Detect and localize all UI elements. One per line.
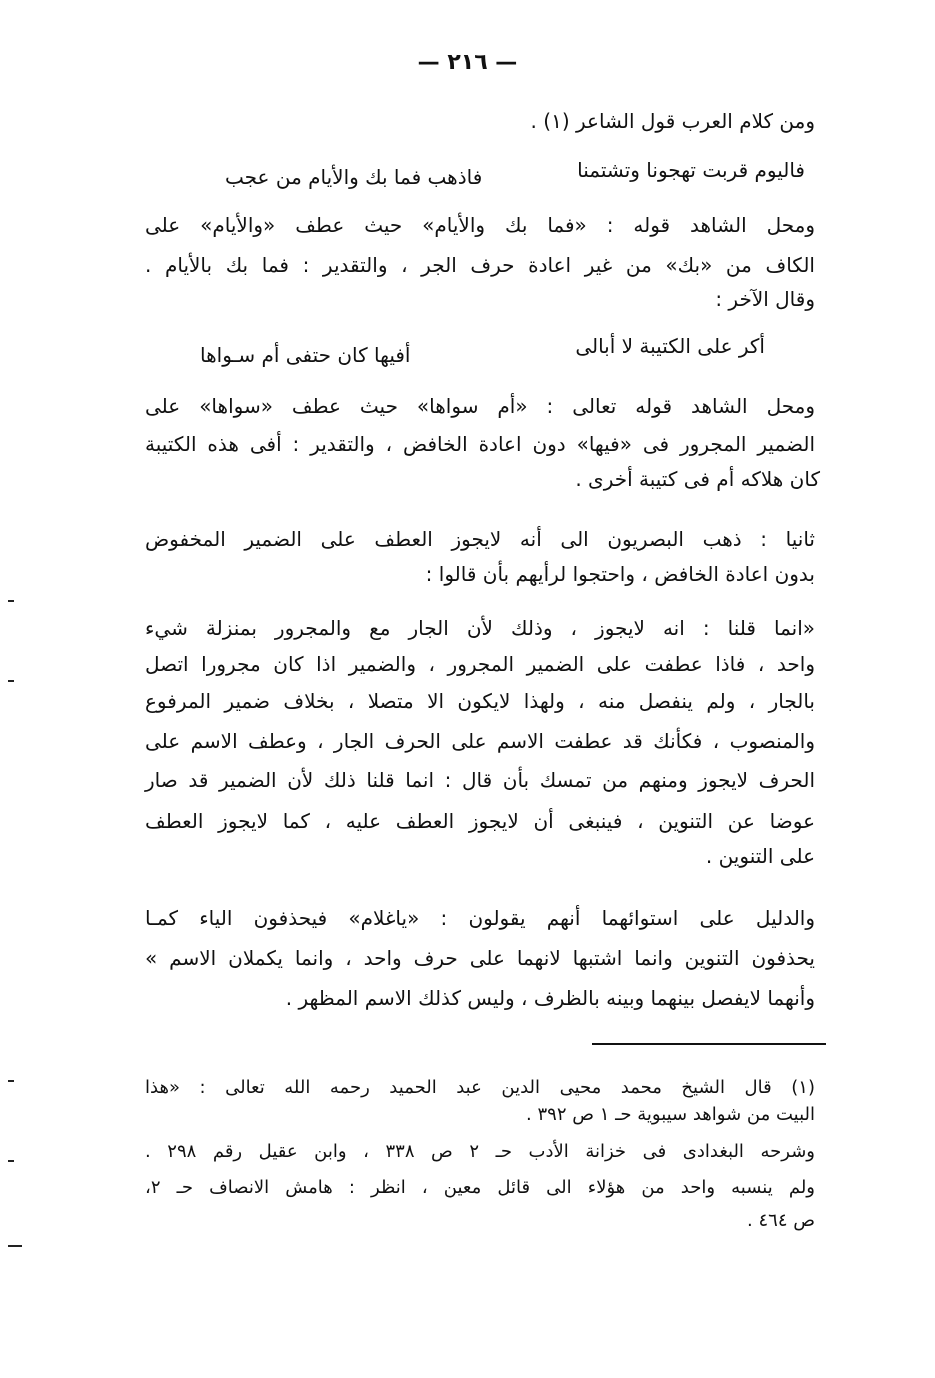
page-number: — ٢١٦ —	[417, 50, 518, 75]
margin-mark	[8, 1245, 22, 1247]
verse-2-second-hemistich: أفيها كان حتفى أم سـواها	[200, 343, 411, 367]
paragraph-4-line: على التنوين .	[705, 844, 815, 868]
paragraph-1-line: الكاف من «بك» من غير اعادة حرف الجر ، والتقدير : فما بك بالأيام .	[145, 253, 815, 277]
paragraph-3-line: بدون اعادة الخافض ، واحتجوا لرأيهم بأن قالوا :	[425, 562, 815, 586]
footnote-line: (١) قال الشيخ محمد محيى الدين عبد الحميد رحمه الله تعالى : «هذا	[145, 1077, 815, 1098]
verse-1-second-hemistich: فاذهب فما بك والأيام من عجب	[225, 165, 483, 189]
verse-2-first-hemistich: أكر على الكتيبة لا أبالى	[575, 334, 765, 358]
paragraph-1-line: وقال الآخر :	[715, 287, 815, 311]
intro-line: ومن كلام العرب قول الشاعر (١) .	[530, 109, 815, 133]
footnote-line: ولم ينسبه واحد من هؤلاء الى قائل معين ، انظر : هامش الانصاف حـ ٢،	[145, 1177, 815, 1198]
paragraph-4-line: الحرف لايجوز ومنهم من تمسك بأن قال : انما قلنا ذلك لأن الضمير قد صار	[145, 768, 815, 792]
paragraph-1-line: ومحل الشاهد قوله : «فما بك والأيام» حيث عطف «والأيام» على	[145, 213, 815, 237]
paragraph-5-line: والدليل على استوائهما أنهم يقولون : «ياغلام» فيحذفون الياء كمـا	[145, 906, 815, 930]
margin-mark	[8, 680, 14, 682]
footnote-line: وشرحه البغدادى فى خزانة الأدب حـ ٢ ص ٣٣٨ ، وابن عقيل رقم ٢٩٨ .	[145, 1141, 815, 1162]
paragraph-4-line: والمنصوب ، فكأنك قد عطفت الاسم على الحرف الجار ، وعطف الاسم على	[145, 729, 815, 753]
margin-mark	[8, 1160, 14, 1162]
paragraph-5-line: وأنهما لايفصل بينهما وبينه بالظرف ، وليس كذلك الاسم المظهر .	[285, 986, 815, 1010]
paragraph-4-line: واحد ، فاذا عطفت على الضمير المجرور ، والضمير اذا كان مجرورا اتصل	[145, 652, 815, 676]
paragraph-2-line: الضمير المجرور فى «فيها» دون اعادة الخافض ، والتقدير : أفى هذه الكتيبة	[145, 432, 815, 456]
margin-mark	[8, 1080, 14, 1082]
footnote-separator	[592, 1043, 826, 1045]
paragraph-5-line: يحذفون التنوين وانما اشتبها لانهما على حرف واحد ، وانما يكملان الاسم »	[145, 946, 815, 970]
paragraph-4-line: بالجار ، ولم ينفصل منه ، ولهذا لايكون الا متصلا ، بخلاف ضمير المرفوع	[145, 689, 815, 713]
footnote-line: البيت من شواهد سيبوية حـ ١ ص ٣٩٢ .	[526, 1104, 815, 1125]
paragraph-4-line: عوضا عن التنوين ، فينبغى أن لايجوز العطف عليه ، كما لايجوز العطف	[145, 809, 815, 833]
footnote-line: ص ٤٦٤ .	[747, 1210, 815, 1231]
paragraph-2-line: كان هلاكه أم فى كتيبة أخرى .	[575, 467, 820, 491]
verse-1-first-hemistich: فاليوم قربت تهجونا وتشتمنا	[577, 158, 805, 182]
paragraph-3-line: ثانيا : ذهب البصريون الى أنه لايجوز العطف على الضمير المخفوض	[145, 527, 815, 551]
paragraph-2-line: ومحل الشاهد قوله تعالى : «أم سواها» حيث عطف «سواها» على	[145, 394, 815, 418]
paragraph-4-line: «انما قلنا : انه لايجوز ، وذلك لأن الجار مع والمجرور بمنزلة شيء	[145, 616, 815, 640]
margin-mark	[8, 600, 14, 602]
